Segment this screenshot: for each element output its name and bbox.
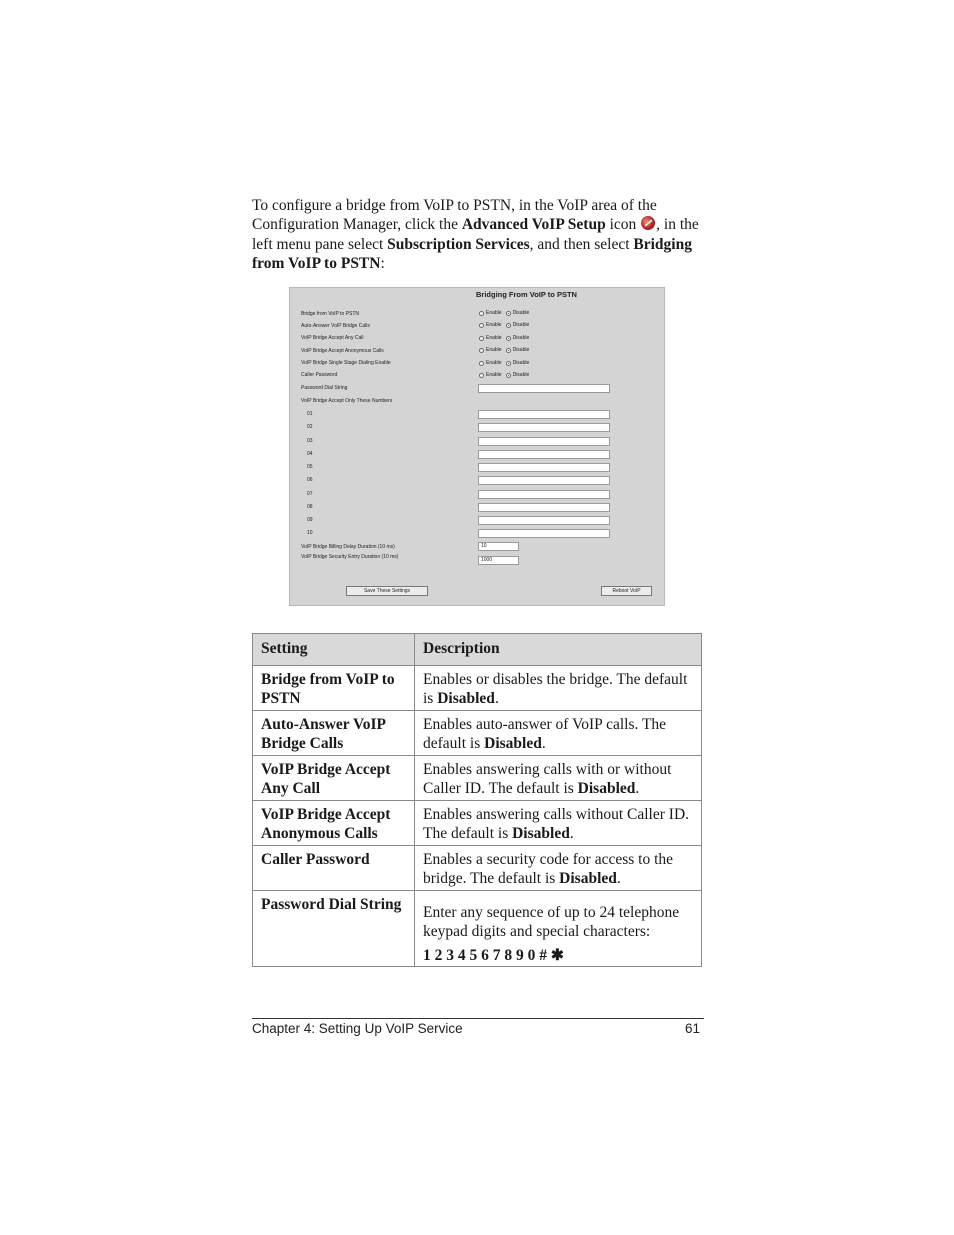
number-input[interactable] (478, 516, 610, 525)
advanced-voip-setup-icon (641, 216, 655, 230)
enable-radio[interactable] (479, 361, 484, 366)
number-input[interactable] (478, 410, 610, 419)
password-dial-label: Password Dial String (301, 385, 348, 391)
keypad-characters: 1 2 3 4 5 6 7 8 9 0 # ✱ (423, 946, 564, 964)
settings-table (252, 633, 702, 967)
number-input[interactable] (478, 463, 610, 472)
billing-delay-input[interactable]: 10 (478, 542, 519, 551)
intro-text-5: : (380, 254, 385, 272)
setting-description (415, 890, 702, 967)
setting-name: Bridge from VoIP to PSTN (253, 665, 415, 710)
reboot-voip-button[interactable]: Reboot VoIP (601, 586, 652, 596)
bridging-settings-screenshot (289, 287, 665, 606)
enable-radio[interactable] (479, 373, 484, 378)
save-settings-button[interactable]: Save These Settings (346, 586, 428, 596)
number-input[interactable] (478, 529, 610, 538)
intro-paragraph (252, 196, 707, 273)
disable-radio[interactable] (506, 373, 511, 378)
enable-radio[interactable] (479, 311, 484, 316)
desc-default: Disabled (577, 780, 636, 797)
number-label: 06 (307, 477, 313, 483)
radio-row-label: Caller Password (301, 372, 338, 378)
number-label: 10 (307, 530, 313, 536)
desc-text: Enables a security code for access to the bridge. The default is (423, 850, 674, 887)
number-label: 01 (307, 411, 313, 417)
intro-text-2: icon (605, 216, 641, 234)
disable-label: Disable (512, 347, 530, 353)
desc-tail: . (494, 690, 499, 707)
chapter-title: Chapter 4: Setting Up VoIP Service (252, 1021, 463, 1036)
radio-row-label: VoIP Bridge Single Stage Dialing Enable (301, 360, 391, 366)
table-row (253, 845, 702, 890)
setting-name: Caller Password (253, 845, 415, 890)
desc-default: Disabled (437, 690, 495, 707)
enable-radio[interactable] (479, 336, 484, 341)
desc-tail: . (635, 780, 640, 797)
security-entry-label: VoIP Bridge Security Entry Duration (10 ms) (301, 554, 399, 560)
table-header-row (253, 634, 702, 666)
enable-label: Enable (486, 310, 502, 316)
number-label: 04 (307, 451, 313, 457)
number-label: 09 (307, 517, 313, 523)
disable-radio[interactable] (506, 361, 511, 366)
radio-group (479, 322, 529, 328)
table-row (253, 710, 702, 755)
enable-label: Enable (486, 322, 502, 328)
disable-label: Disable (512, 360, 530, 366)
number-input[interactable] (478, 476, 610, 485)
desc-tail: . (569, 825, 574, 842)
enable-label: Enable (486, 372, 502, 378)
accept-numbers-label: VoIP Bridge Accept Only These Numbers (301, 398, 393, 404)
desc-text: Enables answering calls without Caller ID. The default is (423, 805, 690, 842)
desc-text: Enables auto-answer of VoIP calls. The default is (423, 715, 667, 752)
desc-default: Disabled (559, 870, 617, 887)
screenshot-title: Bridging From VoIP to PSTN (476, 290, 577, 299)
disable-label: Disable (512, 322, 530, 328)
setting-description (415, 710, 702, 755)
desc-text: Enables or disables the bridge. The default is (423, 670, 688, 707)
disable-radio[interactable] (506, 348, 511, 353)
radio-group (479, 310, 529, 316)
setting-name: VoIP Bridge Accept Any Call (253, 755, 415, 800)
setting-name: Password Dial String (253, 890, 415, 967)
setting-name: Auto-Answer VoIP Bridge Calls (253, 710, 415, 755)
number-label: 08 (307, 504, 313, 510)
disable-radio[interactable] (506, 311, 511, 316)
subscription-services-term: Subscription Services (387, 235, 530, 253)
setting-description (415, 665, 702, 710)
number-input[interactable] (478, 437, 610, 446)
desc-text: Enter any sequence of up to 24 telephone keypad digits and special characters: (423, 903, 680, 940)
setting-description (415, 755, 702, 800)
advanced-voip-setup-term: Advanced VoIP Setup (461, 216, 606, 234)
footer-rule (252, 1018, 704, 1019)
intro-text-3: , in the left menu pane select (252, 216, 699, 253)
radio-row-label: VoIP Bridge Accept Anonymous Calls (301, 348, 384, 354)
radio-group (479, 347, 529, 353)
security-entry-input[interactable]: 1000 (478, 556, 519, 565)
intro-text-4: , and then select (529, 235, 634, 253)
radio-row-label: Auto-Answer VoIP Bridge Calls (301, 323, 370, 329)
radio-group (479, 360, 529, 366)
desc-default: Disabled (484, 735, 542, 752)
password-dial-input[interactable] (478, 384, 610, 393)
page-number: 61 (684, 1021, 700, 1036)
header-description: Description (415, 634, 702, 666)
setting-name: VoIP Bridge Accept Anonymous Calls (253, 800, 415, 845)
desc-tail: . (616, 870, 621, 887)
number-label: 02 (307, 424, 313, 430)
billing-delay-label: VoIP Bridge Billing Delay Duration (10 ms) (301, 544, 395, 550)
setting-description (415, 800, 702, 845)
enable-label: Enable (486, 347, 502, 353)
desc-tail: . (541, 735, 546, 752)
desc-default: Disabled (512, 825, 570, 842)
disable-radio[interactable] (506, 323, 511, 328)
intro-text-1: To configure a bridge from VoIP to PSTN, in the VoIP area of the Configuration Manager, click the (252, 197, 657, 234)
radio-group (479, 372, 529, 378)
disable-label: Disable (512, 372, 530, 378)
table-row (253, 755, 702, 800)
setting-description (415, 845, 702, 890)
number-input[interactable] (478, 450, 610, 459)
table-row (253, 665, 702, 710)
number-label: 03 (307, 438, 313, 444)
enable-radio[interactable] (479, 348, 484, 353)
number-input[interactable] (478, 503, 610, 512)
table-row (253, 890, 702, 967)
table-row (253, 800, 702, 845)
number-input[interactable] (478, 490, 610, 499)
number-label: 05 (307, 464, 313, 470)
enable-label: Enable (486, 360, 502, 366)
disable-label: Disable (512, 335, 530, 341)
number-input[interactable] (478, 423, 610, 432)
radio-row-label: VoIP Bridge Accept Any Call (301, 335, 364, 341)
radio-row-label: Bridge from VoIP to PSTN (301, 311, 359, 317)
disable-label: Disable (512, 310, 530, 316)
enable-label: Enable (486, 335, 502, 341)
header-setting: Setting (253, 634, 415, 666)
number-label: 07 (307, 491, 313, 497)
desc-text: Enables answering calls with or without Caller ID. The default is (423, 760, 672, 797)
bridging-term: Bridging from VoIP to PSTN (252, 235, 692, 272)
enable-radio[interactable] (479, 323, 484, 328)
disable-radio[interactable] (506, 336, 511, 341)
radio-group (479, 335, 529, 341)
